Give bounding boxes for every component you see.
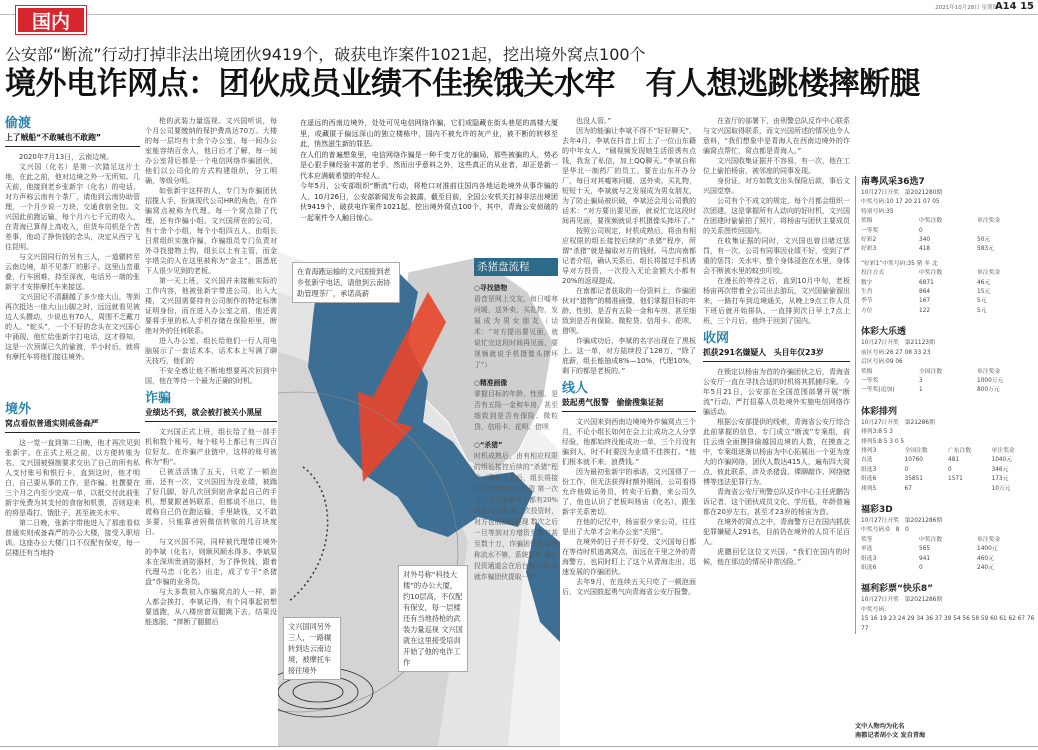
lottery-line: 中奖号码: <box>861 606 887 613</box>
lottery-cell: 1571 <box>948 476 963 483</box>
lottery-cell: 122 <box>919 307 931 314</box>
paragraph: 如张新宇这样的人，专门为诈骗团伙招揽人手，扮演现代公司HR的角色，在诈骗窝点被称为代理。每一个窝点除了代理，还有诈骗小组。文兴国所在的公司，有十余个小组，每个小组四五人，由组长日常组织实施诈骗，诈骗组员专门负责对外寻找猎物上钩，组长以上有主管，而金字塔尖的人在这里被称为“金主”，据悉底下人很少见到的老板。 <box>145 187 277 275</box>
step-title: ○寻找猎物 <box>474 284 508 292</box>
lottery-line: 10月27日开奖 第21286期 <box>861 419 935 426</box>
paragraph: 这一觉一直到第二日晚，他才再次见到张新宇。在正式上班之前，以方便转账为名，文兴国被强制要求交出了自己的所有私人支付账号和银行卡，直到这时，他才明白，自己要从事的工作，是诈骗。杜撰要在三个月之内至少完成一单，以抵交付此前张新宇免费为其支付的食宿和机票，否则迎来的将是毒打、饿肚子，甚至被关水牢。 <box>5 439 140 517</box>
lottery-cell: 广东注数 <box>948 447 972 454</box>
section-title: 境外 <box>5 402 32 417</box>
lottery-cell: 46元 <box>977 279 991 286</box>
lottery-row <box>861 297 1035 306</box>
lottery-cell: 好彩3 <box>861 246 877 253</box>
paragraph: 身份证，对方如数支出头保险后款，事后文兴国觉察。 <box>703 177 850 195</box>
lottery-cell: 全国注数 <box>904 447 928 454</box>
paragraph: 2020年7月13日，云南边境。 <box>19 153 114 161</box>
lottery-row <box>861 545 1035 554</box>
lottery-row <box>861 236 1035 245</box>
paragraph: 与文兴国不同，同样被代理带往境外的李斌（化名），则顺风顺水得多。李斌原本在深圳贵消防器材，为了挣快钱，跟着代理马忠（化名）出走，成了专干“杀猪盘”诈骗的业务员。 <box>145 538 277 586</box>
lottery-line: 中奖号码:10 17 20 21 07 05 <box>861 199 940 206</box>
lottery-cell: 50元 <box>977 237 991 244</box>
lottery-cell: 单注奖金 <box>977 368 1001 375</box>
lottery-row <box>861 269 1035 278</box>
lottery-title: 南粤风采36选7 <box>861 177 925 187</box>
lottery-line: 前区号码:26 27 08 33 23 <box>861 349 931 356</box>
lottery-cell: 15元 <box>977 289 991 296</box>
section-title: 收网 <box>703 331 730 346</box>
paragraph: 虎鹏回忆这位文兴国，“我们在国内的时候，他在那边的情况非常凶险。” <box>703 548 850 566</box>
lottery-cell: 35851 <box>904 476 923 483</box>
paragraph: 在人们的普遍想象里，电信网络诈骗是一种千变万化的骗局，那些被骗的人，势必是心狠手辣经验丰富的老手，然而出乎意料之外，这些真正的从业者，却正是新一代本应满载希望的年轻人。 <box>300 150 558 180</box>
kicker: 公安部“断流”行动打掉非法出境团伙9419个，破获电诈案件1021起，挖出境外窝点100个 <box>5 45 646 64</box>
lottery-cell: 中奖注数 <box>919 218 943 225</box>
paragraph: 已被活活饿了五天，只吃了一顿泡面，还有一次，文兴国因为没业绩，被踹了好几脚，好几次回到宿舍拿起自己的手机，想要跟爸妈联系，但都说不出口，他谎称自己仍在跑运输，手里缺钱，又不敢多要，只能靠爸妈微信转账的几百块度日。 <box>145 468 277 536</box>
paragraph: 因为最初张新宇的承诺，文兴国得了一份工作，但无法获得时额外期间，公司看得允许他做运务员，转卖于后勤，来公司久了，他也认识了老板叫杨宙（化名），跟张新宇关系密切。 <box>562 468 696 516</box>
lottery-cell: 排列3 <box>861 447 877 454</box>
lottery-cell: 167 <box>919 298 931 305</box>
lottery-cell: 800万元 <box>977 387 1000 394</box>
lottery-row <box>861 564 1035 573</box>
lottery-row <box>861 456 1035 465</box>
lottery-title: 福彩3D <box>861 504 893 515</box>
section-subtitle: 业绩达不到，就会被打被关小黑屋 <box>145 407 277 422</box>
intro <box>300 118 558 223</box>
lottery-row <box>861 227 1035 236</box>
paragraph: 在遥远的西南边境外，处处可见电信网络诈骗，它们或隐藏在街头巷尾的高楼大厦里，或藏匿于偏远深山的独立楼栋中，国内不被允许的灰产业，被不断的转移至此，悄然滋生新的罪恶。 <box>300 119 558 148</box>
section-title: 线人 <box>562 381 589 396</box>
lottery-cell: 排列5 <box>861 485 877 492</box>
lottery-cell: 投注方式 <box>861 270 885 277</box>
lottery-cell: 组选6 <box>861 476 877 483</box>
paragraph: 诈骗成功后，李斌的名字出现在了黑板上。这一单，对方陆续投了128万，“除了底薪，组长能抽成8%—10%，代理10%，剩下的都是老板的。” <box>562 337 696 375</box>
column-2 <box>145 116 277 627</box>
section-subtitle: 鼓起勇气报警 偷偷搜集证据 <box>562 397 696 412</box>
step-text: 语音是网上交友，每日嘘寒问暖，送外卖，买礼物，发展成为男女朋友（话术：“对方提出要见面，就说忙完这段时间再见面，要视频就说手机摄像头摔坏了”） <box>474 295 558 369</box>
lottery-cell: 单注奖金 <box>977 270 1001 277</box>
paragraph: 在他的记忆中，杨宙很少来公司，往往是出了大单才会来办公室“关照”。 <box>562 518 696 536</box>
paragraph: 在漫长的等待之后，直到10月中旬，老板杨宙再次带着全公司出去游玩，文兴国偷偷溜出来，一路打车到边境通关，从晚上9点工作人员下班后就开始排队，一直排到次日早上7点上班，三个月后，他终于回到了国内。 <box>703 277 850 325</box>
headline: 境外电诈网点：团伙成员业绩不佳挨饿关水牢 有人想逃跳楼摔断腿 <box>5 66 920 102</box>
sidebar-title: 杀猪盘流程 <box>474 258 558 276</box>
paragraph: 在境外的日子并不好受，文兴国每日都在等待时机逃离窝点，而远在千里之外的青海警方，也同时盯上了这个从青海走出、迅速发展的诈骗团伙。 <box>562 538 696 576</box>
lottery-cell: 10760 <box>904 457 923 464</box>
paragraph: 公司有个不成文的规定，每个月都会组织一次团建，这是掌握所有人动向的好时机，文兴国在团建时偷偷拍了照片，将杨宙与团伙主要成员的关系图传回国内。 <box>703 197 850 235</box>
paragraph: 与大多数初入诈骗窝点的人一样，新人都会挨打，李斌记得，有个同事起初想要逃跑，从八楼房窗双腿跳下去，结果没能逃脱，“摔断了腿腿后 <box>145 588 277 626</box>
column-1 <box>5 116 140 558</box>
lottery-cell: 一等奖 <box>861 377 879 384</box>
lottery-cell: 奖级 <box>861 368 873 375</box>
paragraph: 不安全感让他不断地想要再次回到中国，他在等待一个最为正确的时机。 <box>145 367 277 385</box>
lottery-line: 15 16 19 23 24 29 34 36 37 39 54 56 58 59 60 61 62 67 76 77 <box>861 616 1035 632</box>
paragraph: 第二日晚，张新宇带他进入了那座看似普通实则戒备森严的办公大楼，接受入职培训。这座办公大楼门口不仅配有保安，每一层楼还有当地持 <box>5 519 140 557</box>
paragraph: 枪的武装力量巡视。文兴国听说，每个月公司要缴纳的保护费高达70万。大楼的每一层均有十余个办公室，每一间办公室能容纳百余人，他日后才了解，每一间办公室背后都是一个电信网络诈骗团伙，他们以公司化的方式构建组织，分工明确，等级分明。 <box>145 117 277 185</box>
lottery-cell: 346元 <box>991 466 1009 473</box>
section-title: 诈骗 <box>145 391 172 406</box>
lottery-results <box>855 176 1035 634</box>
lottery-cell: 单注奖金 <box>977 218 1001 225</box>
lottery-cell: 单注奖金 <box>991 447 1015 454</box>
lottery-cell <box>948 485 992 494</box>
lottery-cell: 1 <box>919 387 923 394</box>
paragraph: 在锁定以杨宙为首的诈骗团伙之后，青海省公安厅一直在寻找合适的时机将其抓捕归案。今年5月21日，公安部在全国范围部署开展“断流”行动，严打招募人员赴境外实施电信网络诈骗活动。 <box>703 368 850 416</box>
paragraph: 去年9月，在连续五天只吃了一顿泡面后，文兴国鼓起勇气向青海省公安厅报警。 <box>562 578 696 596</box>
lottery-row <box>861 485 1035 494</box>
lottery-cell: 奖级 <box>861 218 873 225</box>
section-title: 偷渡 <box>5 116 32 131</box>
lottery-cell: 1000万元 <box>977 377 1004 384</box>
lottery-cell: 一等奖(追加) <box>861 387 895 394</box>
lottery-cell: 5元 <box>977 307 987 314</box>
paragraph: 在省厅的部署下，由刑警总队反诈中心联系与文兴国取得联系，而文兴国所述的情况也令人意料，“我们想象中是青海人在西南边境外的诈骗窝点帮忙，窝点都是青海人。” <box>703 117 850 155</box>
lottery-line: 10月27日开奖 第21123期 <box>861 340 935 347</box>
page-number: A14 15 <box>994 1 1034 12</box>
lottery-line: 10月27日开奖 第2021286期 <box>861 597 943 604</box>
lottery-cell: 481 <box>948 457 960 464</box>
lottery-cell: 941 <box>919 555 931 562</box>
lottery-row <box>861 466 1035 475</box>
lottery-row <box>861 475 1035 484</box>
paragraph: 按照公司规定，时机成熟后，将由有相应权限的组长接控后续的“杀猪”程序，所谓“杀猪”就是骗取对方的钱财。马忠向南都记者介绍，确认关系后，组长将接过手机诱导对方投资，一次投入无论金额大小都有20%的返现提成。 <box>562 227 696 285</box>
lottery-line: 特别号码:35 <box>861 208 894 215</box>
map-callout: 对外号称“科技大楼”的办公大厦，约10层高，不仅配有保安，每一层楼还有当地持枪的武装力量巡视 文兴国就在这里接受培训开始了他的电诈工作 <box>398 565 468 672</box>
map-callout: 文兴国同另外三人，一路辗转到达云南边境，被摩托车接往境外 <box>283 617 341 680</box>
lottery-line: 排列3:8 5 3 <box>861 429 893 436</box>
paragraph: 文兴国正式上班，组长给了他一部手机和数个账号，每个账号上都已有三四百位好友。在诈骗产业链中，这样的账号被称为“粉”。 <box>145 428 277 466</box>
lottery-cell: 67 <box>904 485 912 492</box>
lottery-cell: 0 <box>948 466 952 473</box>
lottery-row <box>861 555 1035 564</box>
step-title: ○“杀猪” <box>474 441 503 449</box>
lottery-cell: 240元 <box>977 565 994 571</box>
step-text: 掌握目标的年龄、性别、是否有五险一金和车房，甚至细致到是否有保险、微粒贷、信用卡、花呗、借呗 <box>474 390 558 431</box>
lottery-cell: 565 <box>919 546 931 553</box>
paragraph: 也没人管。” <box>576 117 612 125</box>
lottery-cell: 583元 <box>977 246 994 253</box>
lottery-cell: 418 <box>919 246 931 253</box>
section-subtitle: 窝点看似普通实则戒备森严 <box>5 418 140 433</box>
lottery-row <box>861 307 1035 316</box>
lottery-cell: 10万元 <box>991 485 1011 492</box>
lottery-title: 体彩大乐透 <box>861 327 907 338</box>
paragraph: 根据公安部提供的线索，青海省公安厅综合此前掌握的信息，专门成立“断流”专案组，前往云南全面摸排偷越国边境的人数，在摸查之中，专案组逐渐以杨宙为中心拓展出一个更为庞大的诈骗网络，团伙人数达415人，遍布四大窝点，彼此联系，涉及杀猪盘、裸聊敲诈、网络赌博等违法犯罪行为。 <box>703 418 850 486</box>
paragraph: 今年5月，公安部组织“断流”行动，将枪口对准前往国内各地运赴境外从事诈骗的人，10月26日，公安部新闻发布会披露，截至目前，全国公安机关打掉非法出境团伙9419个，破获电诈案件1021起，挖出境外窝点100个，其中，青海公安侦破的一起案件令人触目惊心。 <box>300 182 558 222</box>
lottery-cell: 3 <box>919 377 923 384</box>
lottery-cell: 直选 <box>861 457 873 464</box>
lottery-line: 后区号码:09 06 <box>861 359 903 366</box>
lottery-row <box>861 288 1035 297</box>
paragraph: 进入办公室，组长给他们一行人用电脑展示了一套话术本，话术本上写满了聊天技巧，他们的 <box>145 337 277 365</box>
lottery-title: 福利彩票“快乐8” <box>861 584 934 595</box>
lottery-line: “好彩1”中奖号码:35 猪 冬 北 <box>861 260 938 267</box>
lottery-line: 排列5:8 5 3 0 5 <box>861 438 905 445</box>
sidebar-flow <box>474 258 558 583</box>
lottery-cell: 0 <box>919 227 923 234</box>
lottery-cell: 好彩2 <box>861 237 877 244</box>
lottery-cell: 中奖注数 <box>919 536 943 543</box>
byline <box>855 722 1035 740</box>
lottery-cell: 组选3 <box>861 466 877 473</box>
lottery-row <box>861 447 1035 456</box>
lottery-cell: 单选 <box>861 546 873 553</box>
column-6 <box>703 116 850 567</box>
lottery-row <box>861 245 1035 254</box>
lottery-cell: 全国注数 <box>919 368 943 375</box>
footer-rule <box>0 746 1038 747</box>
step-title: ○精准画像 <box>474 379 508 387</box>
lottery-cell: 460元 <box>977 555 994 562</box>
lottery-row <box>861 217 1035 226</box>
lottery-cell: 340 <box>919 237 931 244</box>
lottery-row <box>861 368 1035 377</box>
map-callout: 在青海跑运输的文兴国接到老乡张新宇电话，请他到云南协助管理茶厂，承诺高薪 <box>292 262 400 303</box>
dateline: 2021年10月28日 星期四 <box>935 5 998 11</box>
section-subtitle: 上了贼船“不敢喊也不敢跑” <box>5 132 140 147</box>
paragraph: 文兴国收集证据并不容易，有一次，他在工位上偷拍杨宙，被邻座的同事发现。 <box>703 157 850 175</box>
paragraph: 在南都记者获取的一份资料上，诈骗团伙对“猎物”的精准画像，他们掌握目标的年龄、性别、是否有五险一金和车房，甚至细致到是否有保险、微粒贷、信用卡、花呗、借呗。 <box>562 287 696 335</box>
byline-author: 南都记者胡小文 发自青海 <box>855 732 926 739</box>
lottery-row <box>861 386 1035 395</box>
lottery-cell: 一等奖 <box>861 227 879 234</box>
lottery-cell: 组选6 <box>861 565 877 571</box>
lottery-cell: 季节 <box>861 298 873 305</box>
lottery-row <box>861 279 1035 288</box>
paragraph: 因为的能骗让李斌不得不“好好聊天”，去年4月，李斌在抖音上盯上了一位山东籍的中年女人，“刷视频发现她生活很诱有点钱，我发了私信，加上QQ聊天。”李斌自称是华北一制药厂的员工，要在山东开办分厂，每日对其嘘寒问暖，送外卖，买礼物，短短十天，李斌就与之发展成为男女朋友，为了防止骗局被识破，李斌还会用公司教的话术：“对方要出要见面，就说忙完这段时间再见面，要视频就说手机摄像头摔坏了。” <box>562 127 696 225</box>
lottery-cell: 数字 <box>861 279 873 286</box>
section-subtitle: 抓获291名嫌疑人 头目年仅23岁 <box>703 347 850 362</box>
paragraph: 文兴国记不清翻越了多少座大山，等到再次抵达一座大山山脚之时，远远就看见被边人头攒动，少说也有70人，周围不乏戴刀的人。“蛇头”，一个不好的念头在文兴国心中涌现，他忙给张新宇打电话，这才得知，这是一次预谋已久的偷渡，半小时后，就将有摩托车将他们接往境外。 <box>5 293 140 361</box>
lottery-row <box>861 536 1035 545</box>
lottery-cell <box>977 227 1035 236</box>
paragraph: 文兴国来到西南边境境外诈骗窝点三个月，不论小组长如何在会上让成功之人分享经验，他都始终没能成功一单，三个月没有骗到人，时不时要因为业绩不佳挨打。“他们根本就不来，浪费钱。” <box>562 418 696 466</box>
paragraph: 与文兴国同行的另有三人，一道辗转至云南边境，却不见茶厂的影子。这里山峦重叠，行车困难，持至深夜，电话另一端的张新宇才安排摩托车来接送。 <box>5 253 140 291</box>
paragraph: 第一天上班，文兴国并未接触实际的工作内容，他被张新宇带进公司，出入大楼，文兴国需要持有公司制作的特定标牌证明身份，而在进入办公室之前，他还需要将手里的私人手机存储在保险柜里，断绝对外的任何联系。 <box>145 277 277 335</box>
lottery-cell: 864 <box>919 289 931 296</box>
section-tag: 国内 <box>16 6 86 34</box>
byline-note: 文中人物均为化名 <box>855 723 905 730</box>
paragraph: 青海省公安厅刑警总队反诈中心主任虎鹏告诉记者，这个团伙成员文化、学历低，年龄普遍都在20岁左右，甚至才23岁的杨宙为首。 <box>703 488 850 516</box>
lottery-cell: 1040元 <box>991 457 1013 464</box>
lottery-cell: 5元 <box>977 298 987 305</box>
lottery-line: 10月27日开奖 第2021286期 <box>861 517 943 524</box>
lottery-cell: 奖等 <box>861 536 873 543</box>
lottery-cell: 组选3 <box>861 555 877 562</box>
lottery-cell: 单注奖金 <box>977 536 1001 543</box>
lottery-line: 中奖号码:0 8 0 <box>861 527 909 534</box>
column-5 <box>562 116 696 597</box>
lottery-cell: 6871 <box>919 279 934 286</box>
lottery-cell: 中奖注数 <box>919 270 943 277</box>
lottery-line: 10月27日开奖 第2021280期 <box>861 190 943 196</box>
lottery-cell: 生肖 <box>861 289 873 296</box>
lottery-cell: 0 <box>904 466 909 473</box>
lottery-row <box>861 377 1035 386</box>
step-text: 时机成熟后，由有相应权限的组长接控后续的“杀猪”程序（确认关系后，组长将接过手机诱导对方投资 第一次投入无论金额大小都有20%的返现提成 第二次投资时，对方也依然能提现 数次之后一旦等到对方增资至数万甚至数十万，诈骗团伙就会谎称流水不够，系统繁忙 随后投资通道会在后台被关闭 钱就诈骗团伙提取一空） <box>474 452 558 581</box>
lottery-cell: 0 <box>919 565 923 571</box>
lottery-title: 体彩排列 <box>861 406 898 417</box>
paragraph: 在收集证据的同时，文兴国也曾目睹过惩罚，有一次，公司有同事因业绩不好，受到了严重的惩罚：关水牢，整个身体浸泡在水里，身体会不断被水里的蚊虫叮咬。 <box>703 237 850 275</box>
paragraph: 文兴国（化名）是第一次踏足这片土地，在此之前，他对边境之外一无所知。几天前，他接到老乡张新宇（化名）的电话，对方声称云南有个茶厂，请他到云南协助管理，一个月少说一万块，交通食宿全包。文兴国此前跑运输，每个月六七千元的收入，在青海已算得上高收入，但货车司机是个苦差事，他动了挣快钱的念头，决定从西宁飞往昆明。 <box>5 163 140 251</box>
lottery-cell: 1400元 <box>977 546 998 553</box>
paragraph: 在境外的窝点之中，青海警方已在国内抓获犯罪嫌疑人291名，目前仍在境外的人员不足百人。 <box>703 518 850 546</box>
lottery-cell: 173元 <box>991 476 1009 483</box>
header-rule <box>0 14 1038 15</box>
lottery-cell: 方位 <box>861 307 873 314</box>
